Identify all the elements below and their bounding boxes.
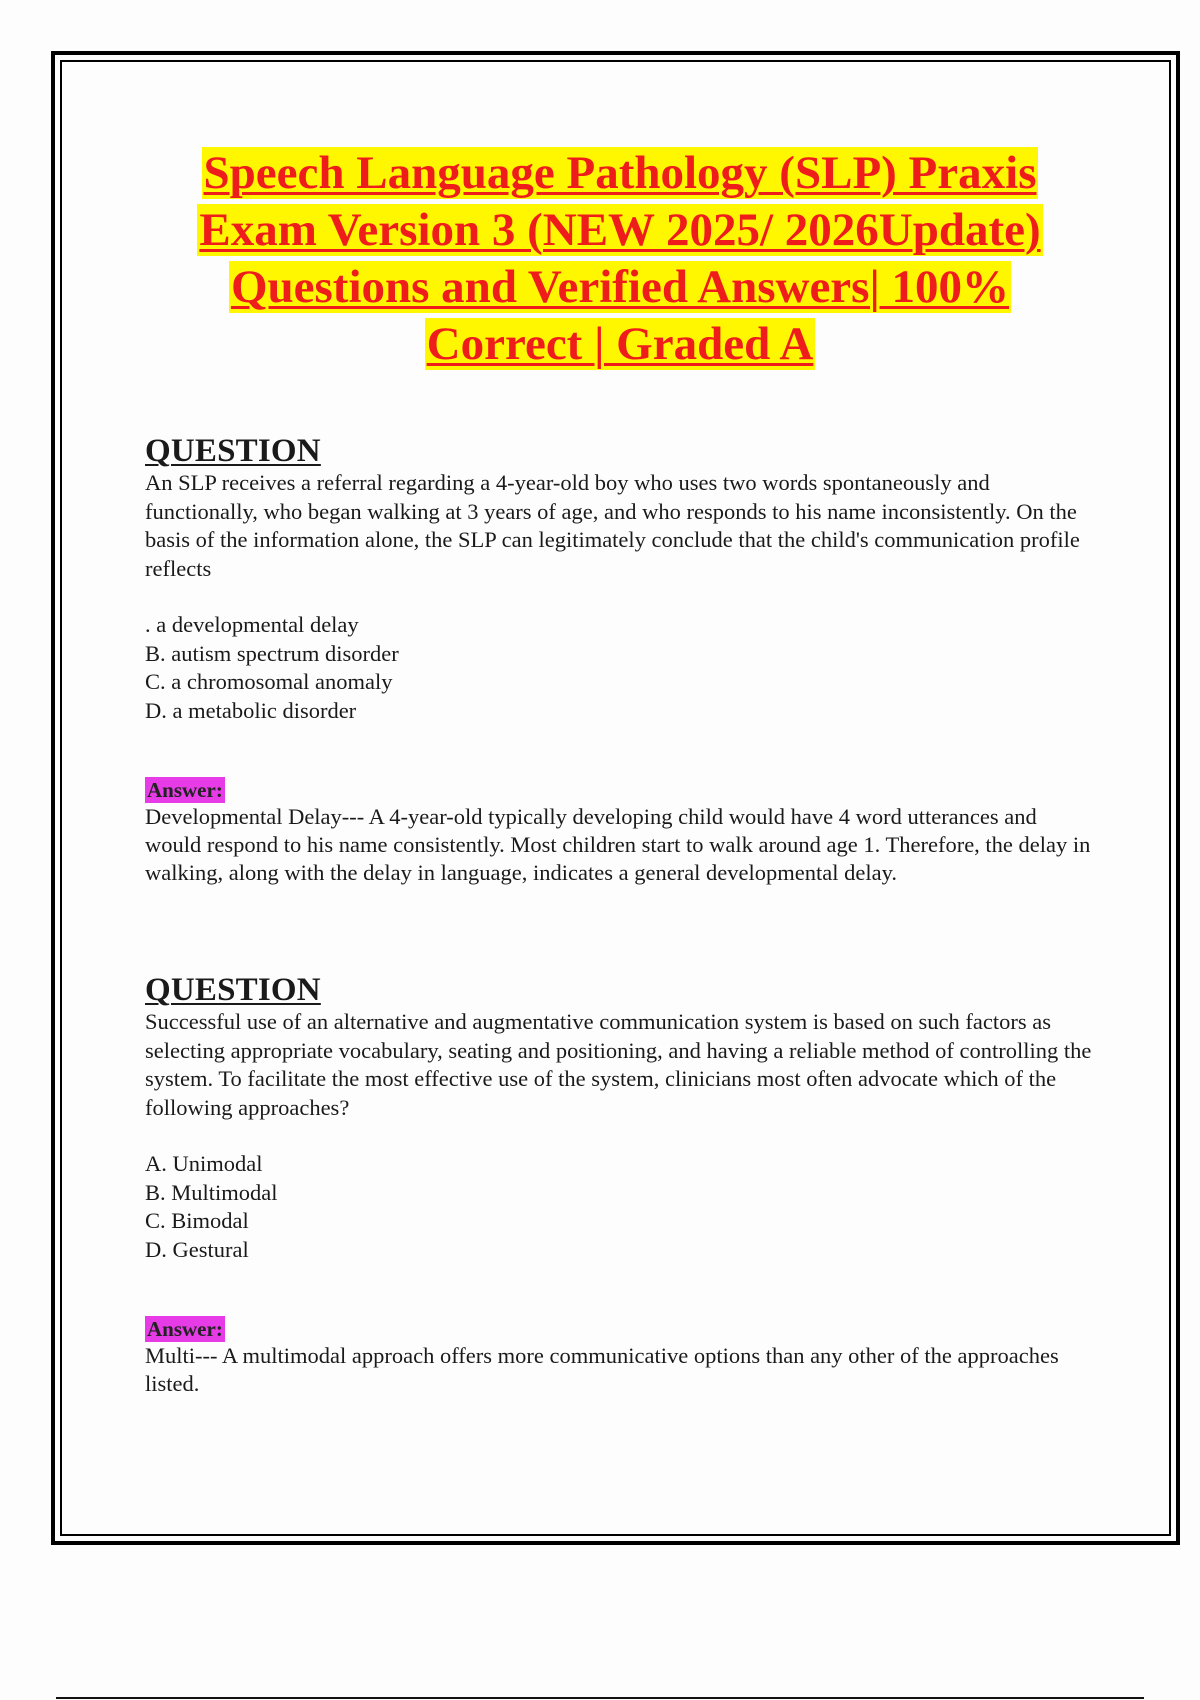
question-text: Successful use of an alternative and augmentative communication system is based on such factors as selecting appropriate vocabulary, seating and positioning, and having a reliable method of controlling the system. To facilitate the most effective use of the system, clinicians most often advocate which of the following approaches? [145,1009,1092,1120]
option-item: . a developmental delay [145,612,359,637]
answer-options [145,1150,1095,1264]
question-heading: QUESTION [145,433,321,469]
option-item: D. a metabolic disorder [145,697,357,723]
answer-label: Answer: [147,778,223,802]
question-text: An SLP receives a referral regarding a 4-year-old boy who uses two words spontaneously and functionally, who began walking at 3 years of age, and who responds to his name inconsistently. On the basis of the information alone, the SLP can legitimately conclude that the child's communication profile reflects [145,470,1080,581]
question-block-2 [145,972,1095,1398]
answer-options [145,611,1095,725]
option-item: D. Gestural [145,1236,249,1262]
question-heading: QUESTION [145,972,321,1008]
option-item: C. a chromosomal anomaly [145,669,393,694]
footer-divider [56,1697,1144,1699]
option-item: C. Bimodal [145,1208,249,1233]
title-line-2: Exam Version 3 (NEW 2025/ 2026Update) [199,204,1041,256]
title-line-4: Correct | Graded A [426,318,814,370]
answer-text: Multi--- A multimodal approach offers more communicative options than any other of the approaches listed. [145,1343,1059,1396]
answer-label: Answer: [147,1317,223,1341]
question-block-1 [145,433,1095,887]
option-item: A. Unimodal [145,1151,263,1176]
title-line-1: Speech Language Pathology (SLP) Praxis [203,147,1037,199]
answer-text: Developmental Delay--- A 4-year-old typically developing child would have 4 word utterances and would respond to his name consistently. Most children start to walk around age 1. Therefore, the delay in walking, along with the delay in language, indicates a general developmental delay. [145,804,1091,885]
document-title [100,145,1140,373]
option-item: B. Multimodal [145,1179,278,1205]
option-item: B. autism spectrum disorder [145,640,399,666]
title-line-3: Questions and Verified Answers| 100% [230,261,1010,313]
